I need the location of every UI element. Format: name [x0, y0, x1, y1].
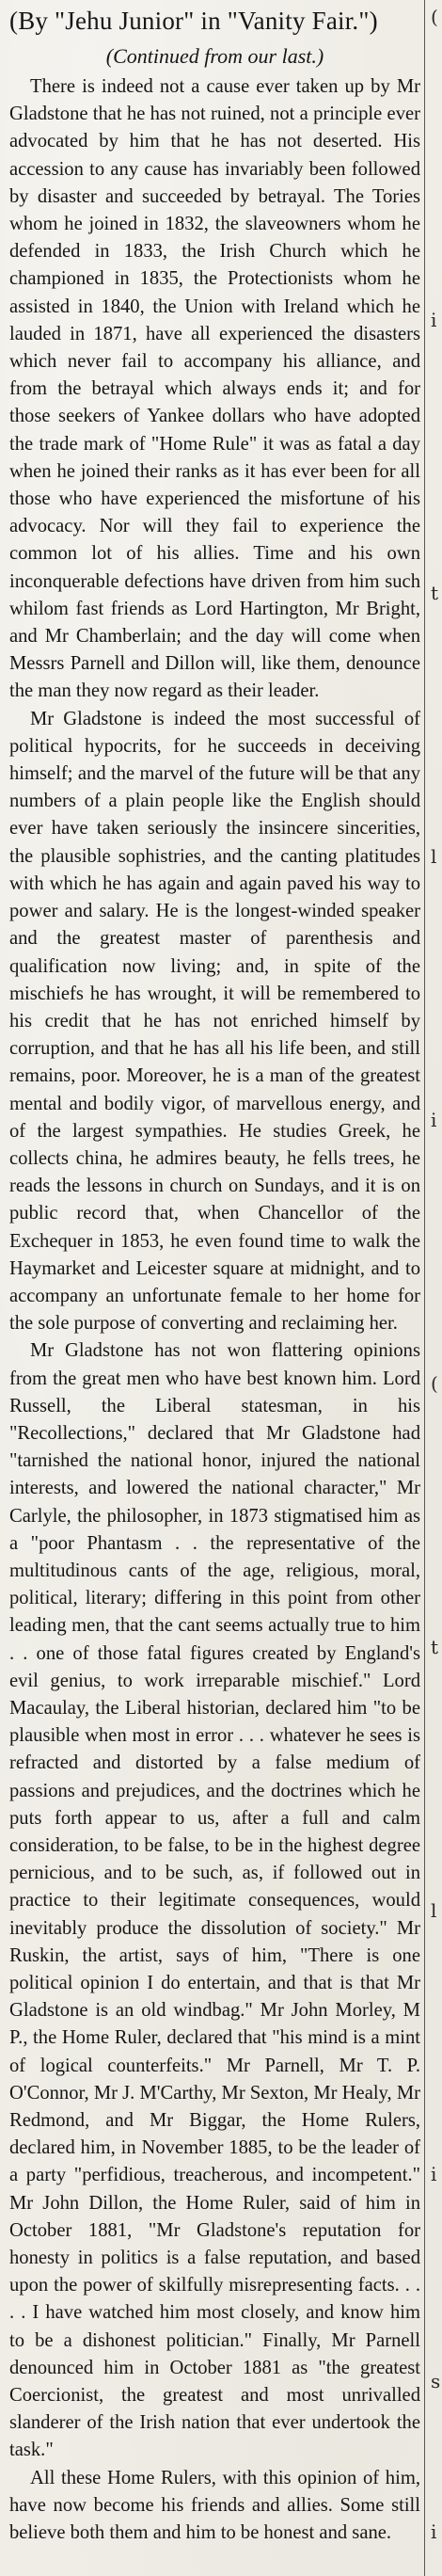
margin-fragment: i: [431, 2163, 437, 2185]
continued-note: (Continued from our last.): [105, 44, 324, 68]
article-paragraph-2: Mr Gladstone is indeed the most successful of political hypocrits, for he succeeds in deceiving himself; and the marvel of the future will be that any numbers of a plain people like the English should ever have taken seriously the insincere sincerities, the plausible sophistries, and the canting platitudes with which he has again and again paved his way to power and salary. He is the longest-winded speaker and the greatest master of parenthesis and qualification now living; and, in spite of the mischiefs he has wrought, it will be remembered to his credit that he has not enriched himself by corruption, and that he has all his life been, and still remains, poor. Moreover, he is a man of the greatest mental and bodily vigor, of marvellous energy, and of the largest sympathies. He studies Greek, he collects china, he admires beauty, he fells trees, he reads the lessons in church on Sundays, and it is on public record that, when Chancellor of the Exchequer in 1853, he even found time to walk the Haymarket and Leicester square at midnight, and to accompany an unfortunate female to her home for the sole purpose of converting and reclaiming her.: [9, 708, 420, 1335]
column-rule: [424, 0, 425, 2576]
article-paragraph-4: All these Home Rulers, with this opinion of him, have now become his friends and allies. Some still believe both them and him to be honest and sane.: [9, 2467, 420, 2544]
adjacent-column-fragment: [429, 0, 442, 2576]
margin-fragment: (: [431, 6, 438, 28]
margin-fragment: i: [431, 309, 437, 331]
margin-fragment: t: [431, 1636, 439, 1658]
margin-fragment: l: [431, 845, 437, 868]
margin-fragment: (: [431, 1372, 438, 1395]
margin-fragment: i: [431, 2520, 437, 2543]
margin-fragment: s: [431, 2370, 441, 2392]
article-column: [9, 4, 420, 2569]
article-paragraph-3: Mr Gladstone has not won flattering opinions from the great men who have best known him. Lord Russell, the Liberal statesman, in his "Recollections," declared that Mr Gladstone had "tarnished the national honor, injured the national interests, and lowered the national character," Mr Carlyle, the philosopher, in 1873 stigmatised him as a "poor Phantasm . . the representative of the multitudinous cants of the age, religious, moral, political, literary; differing in this point from other leading men, that the cant seems actually true to him . . one of those fatal figures created by England's evil genius, to work irreparable mischief." Lord Macaulay, the Liberal historian, declared him "to be plausible when most in error . . . whatever he sees is refracted and distorted by a false medium of passions and prejudices, and the doctrines which he puts forth appear to us, after a full and calm consideration, to be false, to be in the highest degree pernicious, and to be such, as, if followed out in practice to their legitimate consequences, would inevitably produce the dissolution of society." Mr Ruskin, the artist, says of him, "There is one political opinion I do entertain, and that is that Mr Gladstone is an old windbag." Mr John Morley, M P., the Home Ruler, declared that "his mind is a mint of logical counterfeits." Mr Parnell, Mr T. P. O'Connor, Mr J. M'Carthy, Mr Sexton, Mr Healy, Mr Redmond, and Mr Biggar, the Home Rulers, declared him, in November 1885, to be the leader of a party "perfidious, treacherous, and incompetent." Mr John Dillon, the Home Ruler, said of him in October 1881, "Mr Gladstone's reputation for honesty in politics is a false reputation, and based upon the power of skilfully misrepresenting facts. . . . . I have watched him most closely, and know him to be a dishonest politician." Finally, Mr Parnell denounced him in October 1881 as "the greatest Coercionist, the greatest and most unrivalled slanderer of the Irish nation that ever undertook the task.": [9, 1340, 420, 2461]
margin-fragment: l: [431, 1899, 437, 1922]
article-header: (By "Jehu Junior" in "Vanity Fair."): [9, 7, 378, 35]
margin-fragment: i: [431, 1109, 437, 1131]
margin-fragment: t: [431, 582, 439, 604]
article-paragraph-1: There is indeed not a cause ever taken up by Mr Gladstone that he has not ruined, not a principle ever advocated by him that he has not deserted. His accession to any cause has invariably been followed by disaster and succeeded by betrayal. The Tories whom he joined in 1832, the slaveowners whom he defended in 1833, the Irish Church which he championed in 1835, the Protectionists whom he assisted in 1840, the Union with Ireland which he lauded in 1871, have all experienced the disasters which never fail to accompany his alliance, and from the betrayal which always ends it; and for those seekers of Yankee dollars who have adopted the trade mark of "Home Rule" it was as fatal a day when he joined their ranks as it has ever been for all those who have experienced the misfortune of his advocacy. Nor will they fail to experience the common lot of his allies. Time and his own inconquerable defections have driven from him such whilom fast friends as Lord Hartington, Mr Bright, and Mr Chamberlain; and the day will come when Messrs Parnell and Dillon will, like them, denounce the man they now regard as their leader.: [9, 76, 420, 702]
